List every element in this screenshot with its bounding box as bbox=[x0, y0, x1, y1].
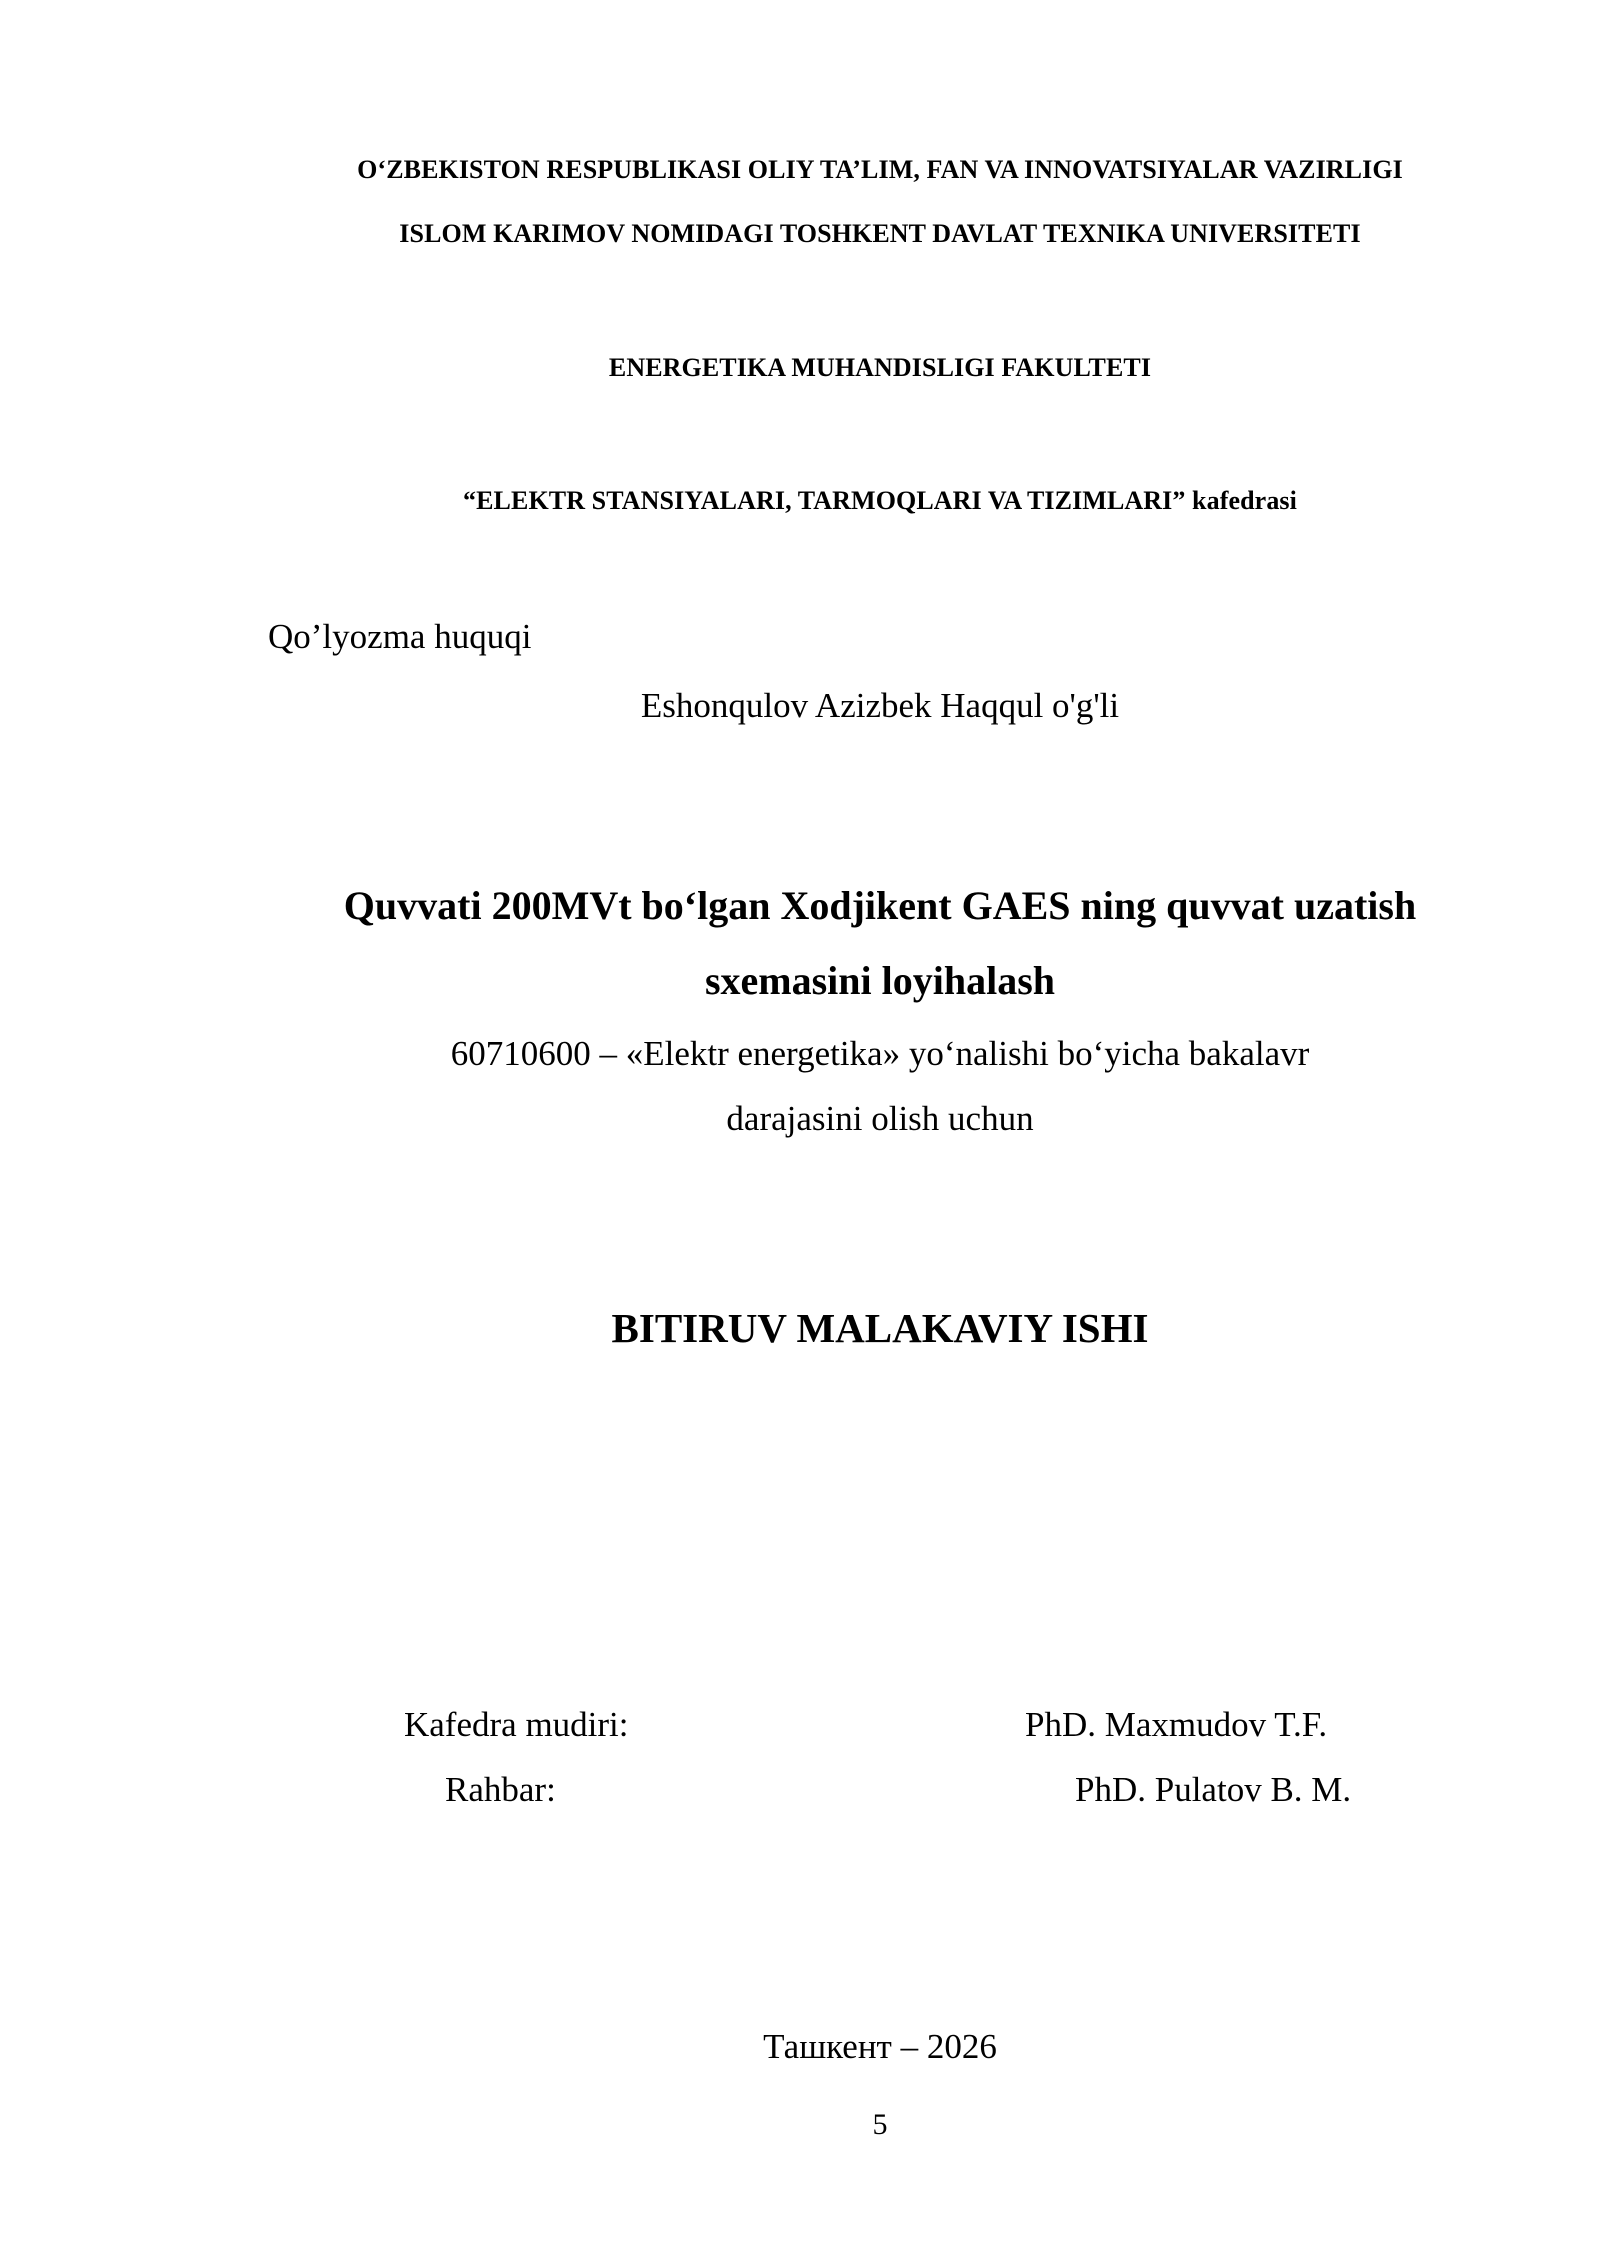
university-heading: ISLOM KARIMOV NOMIDAGI TOSHKENT DAVLAT TEXNIKA UNIVERSITETI bbox=[399, 219, 1361, 248]
degree-line-2: darajasini olish uchun bbox=[726, 1099, 1034, 1138]
author-name: Eshonqulov Azizbek Haqqul o'g'li bbox=[640, 686, 1120, 725]
faculty-heading: ENERGETIKA MUHANDISLIGI FAKULTETI bbox=[608, 353, 1152, 382]
thesis-title-line-1: Quvvati 200MVt bo‘lgan Xodjikent GAES ning quvvat uzatish bbox=[343, 883, 1417, 928]
ministry-heading: O‘ZBEKISTON RESPUBLIKASI OLIY TA’LIM, FAN VA INNOVATSIYALAR VAZIRLIGI bbox=[357, 155, 1403, 184]
head-of-department-name: PhD. Maxmudov T.F. bbox=[1025, 1705, 1328, 1744]
manuscript-rights-label: Qo’lyozma huquqi bbox=[268, 617, 532, 656]
page-number: 5 bbox=[872, 2108, 888, 2141]
city-year: Ташкент – 2026 bbox=[763, 2027, 997, 2066]
degree-line-1: 60710600 – «Elektr energetika» yo‘nalishi bo‘yicha bakalavr bbox=[450, 1034, 1310, 1073]
work-type-title: BITIRUV MALAKAVIY ISHI bbox=[611, 1305, 1149, 1351]
supervisor-label: Rahbar: bbox=[445, 1770, 556, 1809]
department-heading: “ELEKTR STANSIYALARI, TARMOQLARI VA TIZIMLARI” kafedrasi bbox=[463, 486, 1297, 515]
head-of-department-label: Kafedra mudiri: bbox=[404, 1705, 629, 1744]
thesis-title-line-2: sxemasini loyihalash bbox=[704, 958, 1056, 1003]
supervisor-name: PhD. Pulatov B. M. bbox=[1075, 1770, 1352, 1809]
